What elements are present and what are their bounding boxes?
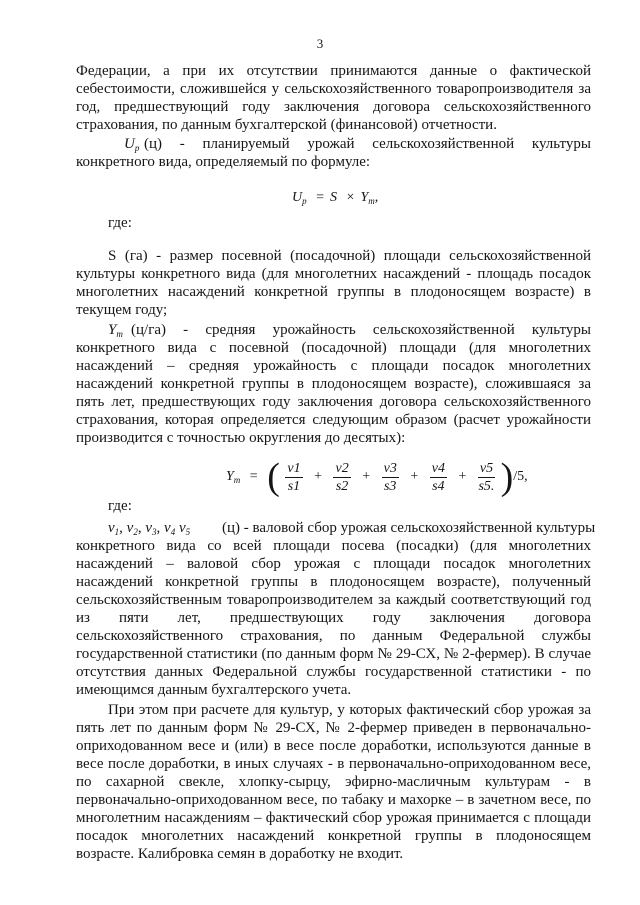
fraction: $\frac{v4}{s4}$ — [431, 460, 445, 494]
fraction: $\frac{v5}{s5.}$ — [478, 460, 495, 494]
formula-ym: $Y_m$ = ( $\frac{v1}{s1}$ + $\frac{v2}{s2}$ + $\frac{v3}{s3}$ + $\frac{v4}{s4}$ + $\frac{v5}{s5.}$ )/5, — [226, 456, 528, 498]
text-line: культуры конкретного вида (для многолетних насаждений - площадь посадок — [76, 266, 591, 282]
symbol-ym: $Y_m$ — [108, 322, 123, 339]
text-line: себестоимости, сложившейся у сельскохозяйственного товаропроизводителя за — [76, 81, 591, 97]
fraction: $\frac{v3}{s3}$ — [383, 460, 397, 494]
text-line: государственной статистики (по данным форм № 29-СХ, № 2-фермер). В случае — [76, 646, 591, 662]
text-line: насаждений конкретной группы в плодоносящем возрасте), сложившаяся за — [76, 376, 591, 392]
text-line: оприходованном весе и (или) в весе после доработки, используются данные в — [76, 738, 591, 754]
symbol-up: $U_р$ — [124, 136, 140, 153]
text-line: (ц) - валовой сбор урожая сельскохозяйственной культуры — [222, 520, 596, 536]
text-line: конкретного вида, определяемый по формуле: — [76, 154, 371, 170]
fraction: $\frac{v2}{s2}$ — [335, 460, 349, 494]
page-number: 3 — [316, 36, 324, 51]
text-line: многолетним насаждениям – фактический сбор урожая принимается с площади — [76, 810, 591, 826]
text-line: возрасте. Калибровка семян в доработку не входит. — [76, 846, 404, 862]
formula-up: $U_р = S \times Y_m$, — [292, 190, 379, 207]
text-line: страхования, по данным бухгалтерской (финансовой) отчетности. — [76, 117, 497, 133]
text-line: пять лет, предшествующих году заключения договора сельскохозяйственного — [76, 394, 591, 410]
text-line: Федерации, а при их отсутствии принимаются данные о фактической — [76, 63, 591, 79]
text-line: S (га) - размер посевной (посадочной) площади сельскохозяйственной — [108, 248, 591, 264]
text-line: год, предшествующий году заключения договора сельскохозяйственного — [76, 99, 591, 115]
symbol-v-list: $v_1$, $v_2$, $v_3$, $v_4$ $v_5$ — [108, 520, 191, 537]
text-line: по сахарной свекле, хлопку-сырцу, эфирно-масличным культурам - в — [76, 774, 591, 790]
text-line: пять лет по данным форм № 29-СХ, № 2-фермер приведен в первоначально- — [76, 720, 591, 736]
text-line: конкретного вида с посевной (посадочной) площади (для многолетних — [76, 340, 591, 356]
text-line: производится с точностью округления до десятых): — [76, 430, 406, 446]
text-line: насаждений – валовой сбор урожая с площади посадок многолетних — [76, 556, 591, 572]
where-label: где: — [108, 215, 132, 231]
text-line: посадок многолетних насаждений конкретной группы в плодоносящем — [76, 828, 591, 844]
text-line: весе после доработки, в иных случаях - в первоначально-оприходованном весе, — [76, 756, 591, 772]
text-line: текущем году; — [76, 302, 168, 318]
text-line: конкретного вида со всей площади посева (посадки) (для многолетних — [76, 538, 591, 554]
text-line: сельскохозяйственного страхования, по данным Федеральной службы — [76, 628, 591, 644]
text-line: насаждений конкретной группы в плодоносящем возрасте), полученный — [76, 574, 591, 590]
text-line: (ц) - планируемый урожай сельскохозяйственной культуры — [144, 136, 591, 152]
text-line: страхования, которая определяется следующим образом (расчет урожайности — [76, 412, 591, 428]
text-line: многолетних насаждений конкретной группы в плодоносящем возрасте) в — [76, 284, 591, 300]
text-line: (ц/га) - средняя урожайность сельскохозяйственной культуры — [131, 322, 591, 338]
text-line: При этом при расчете для культур, у которых фактический сбор урожая за — [108, 702, 591, 718]
text-line: отсутствия данных Федеральной службы государственной статистики - по — [76, 664, 591, 680]
fraction: $\frac{v1}{s1}$ — [287, 460, 301, 494]
text-line: имеющимся данным бухгалтерского учета. — [76, 682, 352, 698]
text-line: первоначально-оприходованном весе, по табаку и махорке – в зачетном весе, по — [76, 792, 591, 808]
where-label: где: — [108, 498, 132, 514]
text-line: сельскохозяйственным товаропроизводителем за каждый соответствующий год — [76, 592, 591, 608]
text-line: насаждений – средняя урожайность с площади посадок многолетних — [76, 358, 591, 374]
text-line: из пяти лет, предшествующих году заключения договора — [76, 610, 591, 626]
